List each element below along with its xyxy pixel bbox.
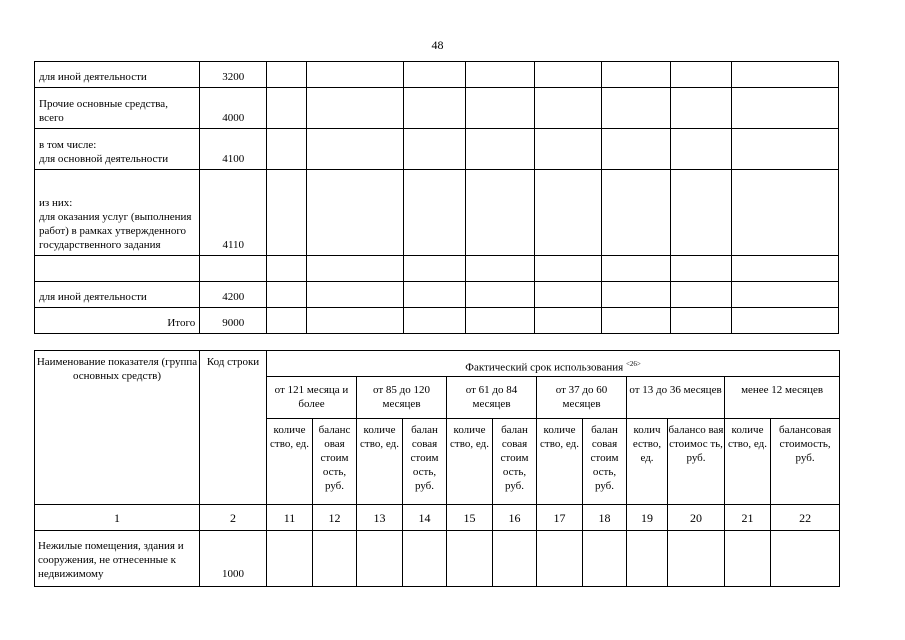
footnote-reference: <26> bbox=[625, 360, 641, 368]
table-row bbox=[35, 256, 839, 282]
row-name: Нежилые помещения, здания и сооружения, не отнесенные к недвижимому bbox=[35, 531, 200, 587]
column-number: 12 bbox=[313, 505, 357, 531]
book-value-header: балан совая стоим ость, руб. bbox=[403, 419, 447, 505]
column-number: 11 bbox=[267, 505, 313, 531]
table-row bbox=[35, 62, 839, 88]
usage-period-table bbox=[34, 350, 840, 587]
total-label: Итого bbox=[35, 308, 200, 334]
table-row bbox=[35, 129, 839, 170]
column-number: 20 bbox=[668, 505, 725, 531]
row-code: 9000 bbox=[200, 308, 267, 334]
row-code: 4110 bbox=[200, 170, 267, 256]
quantity-header: количе ство, ед. bbox=[537, 419, 583, 505]
column-number: 17 bbox=[537, 505, 583, 531]
period-group-header: от 61 до 84 месяцев bbox=[447, 377, 537, 419]
row-name: для иной деятельности bbox=[35, 282, 200, 308]
table-row bbox=[35, 308, 839, 334]
column-number: 21 bbox=[725, 505, 771, 531]
book-value-header: баланс овая стоим ость, руб. bbox=[313, 419, 357, 505]
column-number: 18 bbox=[583, 505, 627, 531]
row-code: 1000 bbox=[200, 531, 267, 587]
table-row bbox=[35, 88, 839, 129]
actual-usage-period-title: Фактический срок использования bbox=[465, 361, 624, 374]
book-value-header: балан совая стоим ость, руб. bbox=[583, 419, 627, 505]
book-value-header: балан совая стоим ость, руб. bbox=[493, 419, 537, 505]
period-group-header: от 13 до 36 месяцев bbox=[627, 377, 725, 419]
row-name: из них: для оказания услуг (выполнения работ) в рамках утвержденного государственного задания bbox=[35, 170, 200, 256]
column-number: 22 bbox=[771, 505, 840, 531]
quantity-header: количе ство, ед. bbox=[447, 419, 493, 505]
period-group-header: менее 12 месяцев bbox=[725, 377, 840, 419]
row-code: 4100 bbox=[200, 129, 267, 170]
quantity-header: количе ство, ед. bbox=[357, 419, 403, 505]
column-number: 16 bbox=[493, 505, 537, 531]
column-number: 15 bbox=[447, 505, 493, 531]
fixed-assets-table-upper bbox=[34, 61, 839, 334]
actual-usage-period-header bbox=[267, 351, 840, 377]
row-code bbox=[200, 256, 267, 282]
book-value-header: балансо вая стоимос ть, руб. bbox=[668, 419, 725, 505]
indicator-name-header: Наименование показателя (группа основных средств) bbox=[35, 351, 200, 505]
table-row bbox=[35, 531, 840, 587]
book-value-header: балансовая стоимость, руб. bbox=[771, 419, 840, 505]
row-code-header: Код строки bbox=[200, 351, 267, 505]
row-name: для иной деятельности bbox=[35, 62, 200, 88]
row-code: 4200 bbox=[200, 282, 267, 308]
page-number: 48 bbox=[431, 38, 444, 52]
period-group-header: от 121 месяца и более bbox=[267, 377, 357, 419]
quantity-header: количе ство, ед. bbox=[267, 419, 313, 505]
table-row bbox=[35, 282, 839, 308]
column-number: 13 bbox=[357, 505, 403, 531]
quantity-header: количе ство, ед. bbox=[725, 419, 771, 505]
period-group-header: от 85 до 120 месяцев bbox=[357, 377, 447, 419]
column-number: 2 bbox=[200, 505, 267, 531]
row-code: 4000 bbox=[200, 88, 267, 129]
column-number: 1 bbox=[35, 505, 200, 531]
table-row bbox=[35, 170, 839, 256]
row-name: в том числе: для основной деятельности bbox=[35, 129, 200, 170]
quantity-header: колич ество, ед. bbox=[627, 419, 668, 505]
column-number: 14 bbox=[403, 505, 447, 531]
column-number-row bbox=[35, 505, 840, 531]
period-group-header: от 37 до 60 месяцев bbox=[537, 377, 627, 419]
row-name bbox=[35, 256, 200, 282]
row-code: 3200 bbox=[200, 62, 267, 88]
column-number: 19 bbox=[627, 505, 668, 531]
row-name: Прочие основные средства, всего bbox=[35, 88, 200, 129]
